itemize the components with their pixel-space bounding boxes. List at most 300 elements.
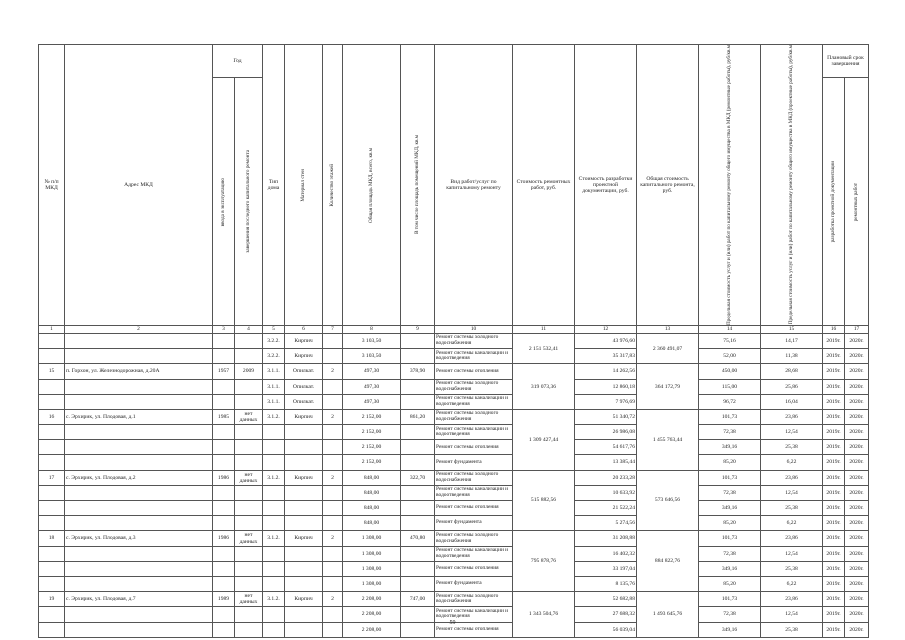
wall-material [285,455,323,470]
address [65,561,213,576]
column-number: 5 [263,325,285,333]
cost-repair: 319 073,36 [513,364,575,410]
row-number: 15 [39,364,65,379]
term-repair: 2020г. [845,470,869,485]
house-type: 3.1.1. [263,394,285,409]
cost-repair: 2 151 532,41 [513,333,575,363]
row-number [39,455,65,470]
term-design: 2019г. [823,333,845,348]
residential-area [401,546,435,561]
address [65,501,213,516]
limit-design: 101,73 [699,592,761,607]
year-commission [213,440,235,455]
address [65,576,213,591]
row-number: 18 [39,531,65,546]
term-repair: 2020г. [845,440,869,455]
table-row [39,531,869,546]
term-repair: 2020г. [845,501,869,516]
cost-total: 573 646,56 [637,470,699,531]
residential-area: 747,00 [401,592,435,607]
year-commission: 1985 [213,409,235,424]
capital-repair-table [38,44,869,638]
address: с. Эрхирик, ул. Плодовая, д.2 [65,470,213,485]
total-area: 1 308,00 [343,561,401,576]
term-design: 2019г. [823,425,845,440]
column-number: 10 [435,325,513,333]
year-commission [213,455,235,470]
header-floors-text: Количество этажей [328,163,335,207]
year-last-repair: нет данных [235,409,263,424]
cost-design: 5 274,56 [575,516,637,531]
column-number: 14 [699,325,761,333]
table-row [39,561,869,576]
column-number: 8 [343,325,401,333]
floors [323,394,343,409]
year-commission: 1986 [213,531,235,546]
residential-area [401,576,435,591]
house-type: 3.1.2. [263,531,285,546]
table-body [39,333,869,637]
residential-area [401,516,435,531]
year-commission [213,349,235,364]
cost-repair: 1 343 504,76 [513,592,575,638]
house-type: 3.1.2. [263,592,285,607]
table-row [39,501,869,516]
cost-design: 12 860,18 [575,379,637,394]
term-design: 2019г. [823,531,845,546]
year-last-repair [235,516,263,531]
limit-repair: 23,86 [761,592,823,607]
header-limit-repair-text: Предельная стоимость услуг и (или) работ по капитальному ремонту общего имущества в МКД (проектные работы), руб/кв.м [787,45,794,325]
total-area: 848,00 [343,501,401,516]
wall-material: Кирпич [285,333,323,348]
header-year-last-repair-text: завершения последнего капитального ремонта [244,150,251,254]
residential-area: 378,90 [401,364,435,379]
row-number [39,333,65,348]
table-row [39,394,869,409]
limit-repair: 23,86 [761,531,823,546]
table-row [39,576,869,591]
term-design: 2019г. [823,561,845,576]
limit-repair: 12,54 [761,485,823,500]
total-area: 848,00 [343,485,401,500]
year-last-repair [235,576,263,591]
year-commission [213,333,235,348]
wall-material [285,425,323,440]
header-year-last-repair [235,78,263,326]
cost-design: 35 317,83 [575,349,637,364]
work-type: Ремонт системы холодного водоснабжения [435,379,513,394]
work-type: Ремонт фундамента [435,576,513,591]
floors: 2 [323,531,343,546]
address [65,485,213,500]
limit-repair: 25,38 [761,561,823,576]
work-type: Ремонт системы канализации и водоотведения [435,485,513,500]
limit-design: 115,00 [699,379,761,394]
row-number [39,349,65,364]
term-repair: 2020г. [845,409,869,424]
residential-area [401,455,435,470]
row-number: 16 [39,409,65,424]
house-type: 3.1.1. [263,379,285,394]
cost-design: 27 688,32 [575,607,637,622]
wall-material: Кирпич [285,531,323,546]
total-area: 497,30 [343,364,401,379]
work-type: Ремонт системы канализации и водоотведения [435,425,513,440]
total-area: 848,00 [343,516,401,531]
floors [323,561,343,576]
house-type: 3.2.2. [263,349,285,364]
total-area: 848,00 [343,470,401,485]
floors: 2 [323,470,343,485]
work-type: Ремонт системы отопления [435,561,513,576]
limit-repair: 6,22 [761,576,823,591]
limit-repair: 6,22 [761,516,823,531]
cost-repair: 515 882,56 [513,470,575,531]
address: п. Горхон, ул. Железнодорожная, д.20А [65,364,213,379]
header-total-area-text: Общая площадь МКД, всего, кв.м [367,147,374,223]
floors: 2 [323,364,343,379]
wall-material: Опилкат. [285,364,323,379]
row-number [39,394,65,409]
limit-design: 72,38 [699,485,761,500]
work-type: Ремонт системы канализации и водоотведения [435,394,513,409]
term-design: 2019г. [823,622,845,637]
table-row [39,364,869,379]
residential-area [401,485,435,500]
residential-area: 322,70 [401,470,435,485]
year-commission [213,379,235,394]
wall-material: Опилкат. [285,379,323,394]
wall-material [285,546,323,561]
term-repair: 2020г. [845,561,869,576]
cost-design: 8 135,76 [575,576,637,591]
work-type: Ремонт системы отопления [435,622,513,637]
wall-material: Кирпич [285,349,323,364]
term-design: 2019г. [823,470,845,485]
house-type [263,425,285,440]
limit-design: 450,00 [699,364,761,379]
house-type: 3.1.2. [263,409,285,424]
floors: 2 [323,592,343,607]
limit-design: 349,16 [699,561,761,576]
term-design: 2019г. [823,607,845,622]
row-number [39,576,65,591]
year-last-repair: нет данных [235,592,263,607]
total-area: 3 103,50 [343,333,401,348]
floors [323,546,343,561]
work-type: Ремонт системы холодного водоснабжения [435,333,513,348]
year-last-repair: нет данных [235,470,263,485]
term-repair: 2020г. [845,576,869,591]
row-number [39,561,65,576]
address [65,440,213,455]
header-term-design [823,78,845,326]
wall-material: Опилкат. [285,394,323,409]
floors [323,516,343,531]
year-last-repair [235,379,263,394]
year-last-repair [235,485,263,500]
limit-design: 85,20 [699,455,761,470]
column-number: 15 [761,325,823,333]
floors [323,333,343,348]
term-repair: 2020г. [845,531,869,546]
year-last-repair [235,333,263,348]
work-type: Ремонт системы отопления [435,364,513,379]
header-year-commission-text: ввода в эксплуатацию [219,177,226,226]
limit-repair: 12,54 [761,607,823,622]
row-number [39,516,65,531]
header-wall-material [285,45,323,326]
limit-design: 101,73 [699,470,761,485]
limit-repair: 14,17 [761,333,823,348]
work-type: Ремонт системы холодного водоснабжения [435,531,513,546]
house-type [263,561,285,576]
total-area: 2 208,00 [343,607,401,622]
header-year-group: Год [213,45,263,78]
cost-design: 33 197,04 [575,561,637,576]
cost-total: 884 822,76 [637,531,699,592]
term-design: 2019г. [823,440,845,455]
residential-area [401,333,435,348]
term-repair: 2020г. [845,333,869,348]
total-area: 2 152,00 [343,440,401,455]
year-last-repair [235,425,263,440]
limit-design: 52,00 [699,349,761,364]
row-number [39,440,65,455]
total-area: 3 103,50 [343,349,401,364]
cost-total: 2 360 491,07 [637,333,699,363]
term-repair: 2020г. [845,485,869,500]
term-design: 2019г. [823,409,845,424]
cost-design: 43 976,60 [575,333,637,348]
residential-area [401,561,435,576]
limit-repair: 25,86 [761,379,823,394]
table-header [39,45,869,334]
limit-repair: 23,86 [761,470,823,485]
term-design: 2019г. [823,501,845,516]
header-house-type: Тип дома [263,45,285,326]
table-row [39,546,869,561]
residential-area [401,425,435,440]
address [65,425,213,440]
year-last-repair [235,349,263,364]
year-commission [213,576,235,591]
row-number [39,485,65,500]
row-number [39,425,65,440]
year-commission [213,561,235,576]
residential-area [401,440,435,455]
wall-material [285,516,323,531]
limit-repair: 12,54 [761,425,823,440]
work-type: Ремонт фундамента [435,516,513,531]
limit-design: 101,73 [699,531,761,546]
cost-design: 16 402,32 [575,546,637,561]
year-commission: 1957 [213,364,235,379]
total-area: 2 152,00 [343,425,401,440]
work-type: Ремонт системы канализации и водоотведения [435,349,513,364]
row-number [39,501,65,516]
year-last-repair [235,394,263,409]
work-type: Ремонт системы холодного водоснабжения [435,592,513,607]
work-type: Ремонт системы канализации и водоотведения [435,546,513,561]
table-row [39,409,869,424]
cost-total: 364 172,79 [637,364,699,410]
table-row [39,333,869,348]
house-type: 3.1.1. [263,364,285,379]
limit-design: 349,16 [699,440,761,455]
header-cost-design: Стоимость разработки проектной документации, руб. [575,45,637,326]
header-term-repair-text: ремонтных работ [852,182,859,221]
year-commission: 1986 [213,470,235,485]
header-num-mkd: № п/п МКД [39,45,65,326]
house-type [263,516,285,531]
wall-material [285,501,323,516]
address [65,333,213,348]
limit-design: 72,38 [699,546,761,561]
floors [323,440,343,455]
row-number [39,546,65,561]
year-last-repair [235,501,263,516]
cost-total: 1 455 763,44 [637,409,699,470]
total-area: 1 308,00 [343,531,401,546]
term-design: 2019г. [823,485,845,500]
page-number: 59 [449,620,456,626]
header-residential-area [401,45,435,326]
limit-design: 96,72 [699,394,761,409]
year-last-repair [235,440,263,455]
column-number: 17 [845,325,869,333]
term-design: 2019г. [823,516,845,531]
table-row [39,349,869,364]
table-row [39,592,869,607]
floors [323,501,343,516]
address [65,349,213,364]
residential-area: 470,80 [401,531,435,546]
term-design: 2019г. [823,379,845,394]
limit-repair: 25,38 [761,622,823,637]
house-type: 3.2.2. [263,333,285,348]
term-design: 2019г. [823,546,845,561]
total-area: 2 208,00 [343,592,401,607]
limit-design: 349,16 [699,501,761,516]
limit-repair: 23,86 [761,409,823,424]
cost-design: 7 976,69 [575,394,637,409]
row-number [39,379,65,394]
limit-repair: 28,68 [761,364,823,379]
cost-design: 51 340,72 [575,409,637,424]
header-limit-repair [761,45,823,326]
limit-design: 85,20 [699,516,761,531]
total-area: 2 152,00 [343,409,401,424]
column-number: 16 [823,325,845,333]
wall-material [285,576,323,591]
work-type: Ремонт системы холодного водоснабжения [435,470,513,485]
term-repair: 2020г. [845,592,869,607]
limit-design: 75,16 [699,333,761,348]
header-work-type: Вид работ/услуг по капитальному ремонту [435,45,513,326]
year-last-repair: 2009 [235,364,263,379]
residential-area [401,379,435,394]
year-last-repair: нет данных [235,531,263,546]
cost-design: 31 208,88 [575,531,637,546]
term-repair: 2020г. [845,607,869,622]
total-area: 2 208,00 [343,622,401,637]
house-type [263,576,285,591]
table-row [39,440,869,455]
address: с. Эрхирик, ул. Плодовая, д.3 [65,531,213,546]
cost-design: 20 233,28 [575,470,637,485]
header-cost-total: Общая стоимость капитального ремонта, руб. [637,45,699,326]
house-type [263,546,285,561]
wall-material: Кирпич [285,592,323,607]
floors [323,379,343,394]
wall-material [285,561,323,576]
cost-design: 14 262,56 [575,364,637,379]
year-commission [213,546,235,561]
cost-design: 10 633,92 [575,485,637,500]
limit-design: 72,38 [699,607,761,622]
house-type [263,501,285,516]
cost-design: 52 682,88 [575,592,637,607]
address [65,546,213,561]
column-number: 11 [513,325,575,333]
term-repair: 2020г. [845,379,869,394]
address: с. Эрхирик, ул. Плодовая, д.1 [65,409,213,424]
total-area: 497,30 [343,394,401,409]
floors: 2 [323,409,343,424]
year-commission [213,485,235,500]
limit-design: 349,16 [699,622,761,637]
limit-design: 85,20 [699,576,761,591]
header-total-area [343,45,401,326]
wall-material: Кирпич [285,470,323,485]
column-number: 13 [637,325,699,333]
total-area: 497,30 [343,379,401,394]
limit-design: 72,38 [699,425,761,440]
term-repair: 2020г. [845,349,869,364]
column-number-row [39,325,869,333]
row-number: 17 [39,470,65,485]
residential-area [401,349,435,364]
term-repair: 2020г. [845,546,869,561]
column-number: 4 [235,325,263,333]
year-commission [213,394,235,409]
total-area: 1 308,00 [343,546,401,561]
term-design: 2019г. [823,455,845,470]
term-repair: 2020г. [845,622,869,637]
column-number: 1 [39,325,65,333]
header-floors [323,45,343,326]
table-row [39,470,869,485]
header-planned-term: Плановый срок завершения [823,45,869,78]
address [65,455,213,470]
header-address: Адрес МКД [65,45,213,326]
limit-repair: 25,38 [761,440,823,455]
term-repair: 2020г. [845,394,869,409]
table-row [39,425,869,440]
limit-repair: 11,38 [761,349,823,364]
limit-repair: 25,38 [761,501,823,516]
cost-design: 26 986,08 [575,425,637,440]
cost-design: 54 617,76 [575,440,637,455]
term-repair: 2020г. [845,364,869,379]
column-number: 9 [401,325,435,333]
work-type: Ремонт системы отопления [435,501,513,516]
term-repair: 2020г. [845,516,869,531]
cost-total: 1 493 645,76 [637,592,699,638]
term-design: 2019г. [823,349,845,364]
